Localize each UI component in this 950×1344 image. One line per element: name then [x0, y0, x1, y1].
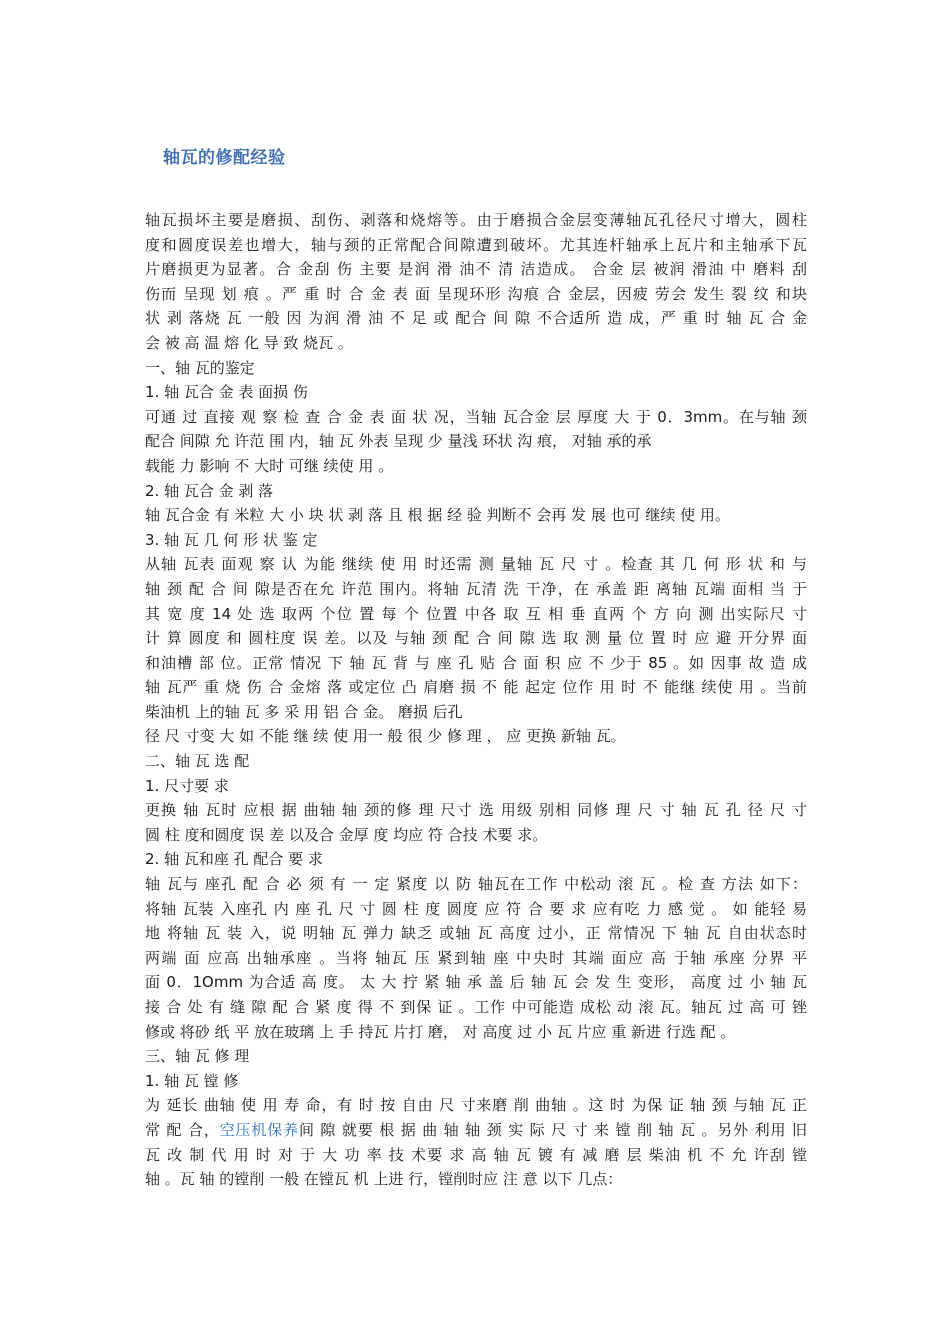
text-line: 计 算 圆度 和 圆柱度 误 差。以及 与轴 颈 配 合 间 隙 选 取 测 量 位 置 时 应 避 开分界 面 — [145, 629, 807, 648]
text-line: 1. 轴 瓦 镗 修 — [145, 1071, 239, 1090]
text-line: 修或 将砂 纸 平 放在玻璃 上 手 持瓦 片打 磨， 对 高度 过 小 瓦 片应 重 新进 行选 配 。 — [145, 1022, 736, 1041]
text-line: 径 尺 寸变 大 如 不能 继 续 使 用一 般 很 少 修 理 ， 应 更换 新轴 瓦。 — [145, 727, 626, 746]
text-line: 度和圆度误差也增大，轴与颈的正常配合间隙遭到破坏。尤其连杆轴承上瓦片和主轴承下瓦 — [145, 235, 807, 254]
text-line: 圆 柱 度和圆度 误 差 以及合 金厚 度 均应 符 合技 术要 求。 — [145, 825, 548, 844]
text-line: 轴 瓦合金 有 米粒 大 小 块 状 剥 落 且 根 据 经 验 判断不 会再 发 展 也可 继续 使 用。 — [145, 506, 730, 525]
text-line: 2. 轴 瓦和座 孔 配合 要 求 — [145, 850, 323, 869]
text-line: 轴 瓦与 座孔 配 合 必 须 有 一 定 紧度 以 防 轴瓦在工作 中松动 滚 瓦 。检 查 方法 如下： — [145, 875, 807, 894]
text-line: 片磨损更为显著。合 金刮 伤 主要 是润 滑 油不 清 洁造成。 合金 层 被润 滑油 中 磨料 刮 — [145, 260, 807, 279]
text-line: 伤而 呈现 划 痕 。严 重 时 合 金 表 面 呈现环形 沟痕 合 金层，因疲 劳会 发生 裂 纹 和块 — [145, 284, 807, 303]
text-line: 将轴 瓦装 入座孔 内 座 孔 尺 寸 圆 柱 度 圆度 应 符 合 要 求 应有吃 力 感 觉 。 如 能轻 易 — [145, 899, 807, 918]
text-line: 从轴 瓦表 面观 察 认 为能 继续 使 用 时还需 测 量轴 瓦 尺 寸 。检查 其 几 何 形 状 和 与 — [145, 555, 807, 574]
text-line: 轴瓦损坏主要是磨损、刮伤、剥落和烧熔等。由于磨损合金层变薄轴瓦孔径尺寸增大，圆柱 — [145, 211, 807, 229]
text-line: 瓦 改 制 代 用 时 对 于 大 功 率 技 术要 求 高 轴 瓦 镀 有 减 磨 层 柴油 机 不 允 许刮 镗 — [145, 1145, 807, 1164]
text-line: 会 被 高 温 熔 化 导 致 烧瓦 。 — [145, 333, 353, 352]
text-segment: 间 隙 就要 根 据 曲 轴 轴 颈 实 际 尺 寸 来 镗 削 轴 瓦 。另外 利用 旧 — [298, 1120, 807, 1139]
text-line: 1. 轴 瓦合 金 表 面损 伤 — [145, 383, 308, 402]
text-line: 3. 轴 瓦 几 何 形 状 鉴 定 — [145, 530, 318, 549]
text-line: 三、轴 瓦 修 理 — [145, 1047, 250, 1066]
inline-link[interactable]: 空压机保养 — [219, 1120, 299, 1139]
text-line: 其 宽 度 14 处 选 取两 个位 置 每 个 位置 中各 取 互 相 垂 直两 个 方 向 测 出实际尺 寸 — [145, 604, 807, 623]
text-line: 载能 力 影响 不 大时 可继 续使 用 。 — [145, 456, 394, 475]
text-line[interactable] — [145, 1118, 807, 1143]
text-line: 和油槽 部 位。正常 情况 下 轴 瓦 背 与 座 孔 贴 合 面 积 应 不 少于 85 。如 因事 故 造 成 — [145, 653, 807, 672]
text-line: 1. 尺寸要 求 — [145, 776, 229, 795]
text-line: 柴油机 上的轴 瓦 多 采 用 铝 合 金。 磨损 后孔 — [145, 702, 463, 721]
text-line: 2. 轴 瓦合 金 剥 落 — [145, 481, 274, 500]
text-line: 面 0．1Omm 为合适 高 度。 太 大 拧 紧 轴 承 盖 后 轴 瓦 会 发 生 变形， 高度 过 小 轴 瓦 — [145, 973, 807, 992]
text-line: 为 延长 曲轴 使 用 寿 命，有 时 按 自由 尺 寸来磨 削 曲轴 。这 时 为保 证 轴 颈 与轴 瓦 正 — [145, 1096, 807, 1115]
text-line: 状 剥 落烧 瓦 一般 因 为润 滑 油 不 足 或 配合 间 隙 不合适所 造 成，严 重 时 轴 瓦 合 金 — [145, 309, 807, 328]
text-line: 轴 。瓦 轴 的镗削 一般 在镗瓦 机 上进 行，镗削时应 注 意 以下 几点： — [145, 1170, 623, 1189]
text-line: 轴 颈 配 合 间 隙是否在允 许范 围内。将轴 瓦清 洗 干净，在 承盖 距 离轴 瓦端 面相 当 于 — [145, 579, 807, 598]
text-segment: 常 配 合， — [145, 1120, 220, 1139]
text-line: 可通 过 直接 观 察 检 查 合 金 表 面 状 况，当轴 瓦合金 层 厚度 大 于 0．3mm。在与轴 颈 — [145, 407, 807, 426]
text-line: 更换 轴 瓦时 应根 据 曲轴 轴 颈的修 理 尺寸 选 用级 别相 同修 理 尺 寸 轴 瓦 孔 径 尺 寸 — [145, 801, 807, 820]
text-line: 二、轴 瓦 选 配 — [145, 752, 250, 771]
document-body — [145, 208, 807, 1192]
text-line: 配合 间隙 允 许范 围 内，轴 瓦 外表 呈现 少 量浅 环状 沟 痕， 对轴 承的承 — [145, 432, 652, 451]
document-title: 轴瓦的修配经验 — [163, 148, 286, 168]
text-line: 轴 瓦严 重 烧 伤 合 金熔 落 或定位 凸 肩磨 损 不 能 起定 位作 用 时 不 能继 续使 用 。当前 — [145, 678, 807, 697]
text-line: 接 合 处 有 缝 隙 配 合 紧 度 得 不 到保 证 。工作 中可能造 成松 动 滚 瓦。轴瓦 过 高 可 锉 — [145, 998, 807, 1016]
text-line: 两端 面 应高 出轴承座 。当将 轴瓦 压 紧到轴 座 中央时 其端 面应 高 于轴 承座 分界 平 — [145, 948, 807, 967]
text-line: 一、轴 瓦的鉴定 — [145, 358, 255, 377]
text-line: 地 将轴 瓦 装 入，说 明轴 瓦 弹力 缺乏 或轴 瓦 高度 过小，正 常情况 下 轴 瓦 自由状态时 — [145, 924, 807, 943]
